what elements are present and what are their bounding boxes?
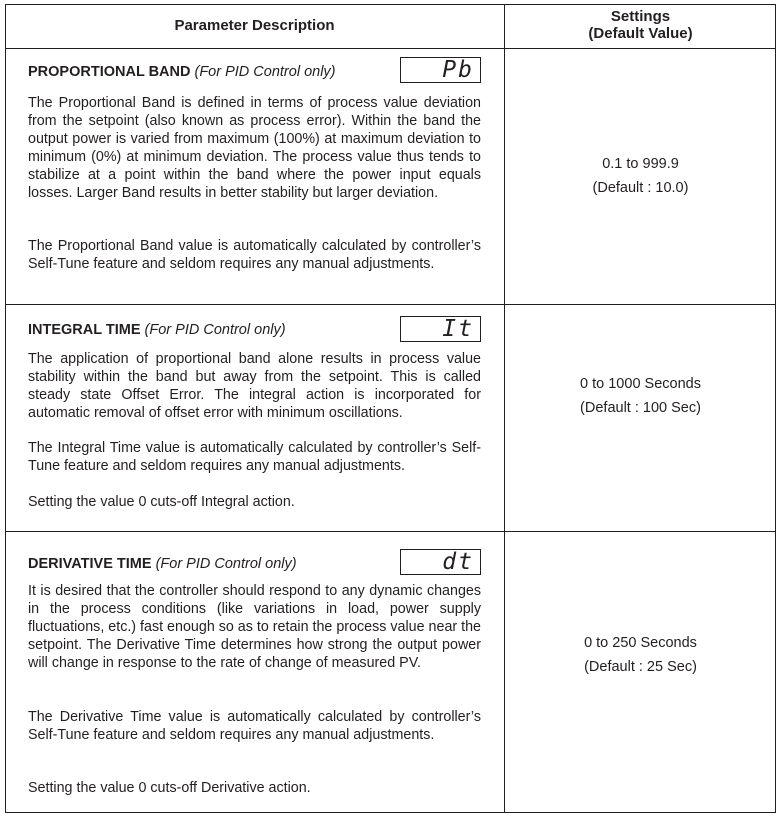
table-border-bottom <box>5 812 776 813</box>
description-paragraph: Setting the value 0 cuts-off Derivative action. <box>28 780 311 796</box>
setting-range: 0 to 250 Seconds <box>584 635 697 651</box>
parameter-title <box>28 556 297 572</box>
setting-range: 0 to 1000 Seconds <box>580 376 701 392</box>
display-code-box <box>400 316 481 342</box>
parameter-note: (For PID Control only) <box>155 556 297 572</box>
display-code: Pb <box>442 57 474 83</box>
description-paragraph: Setting the value 0 cuts-off Integral action. <box>28 494 295 510</box>
header-parameter-description: Parameter Description <box>174 17 335 34</box>
parameter-name: PROPORTIONAL BAND <box>28 64 191 80</box>
display-code-box <box>400 549 481 575</box>
parameter-title <box>28 64 336 80</box>
setting-value <box>505 152 776 200</box>
description-paragraph: The application of proportional band alone results in process value stability within the band but away from the setpoint. This is called steady state Offset Error. The integral action is incorporated for automatic removal of offset error with minimum oscillations. <box>28 351 481 421</box>
description-paragraph: The Integral Time value is automatically calculated by controller’s Self-Tune feature and seldom requires any manual adjustments. <box>28 440 481 474</box>
parameter-note: (For PID Control only) <box>144 322 286 338</box>
setting-value <box>505 372 776 420</box>
parameter-name: INTEGRAL TIME <box>28 322 141 338</box>
description-paragraph: The Derivative Time value is automatically calculated by controller’s Self-Tune feature and seldom requires any manual adjustments. <box>28 709 481 743</box>
header-divider <box>5 48 776 49</box>
table-border-left <box>5 4 6 812</box>
setting-default: (Default : 25 Sec) <box>584 659 697 675</box>
header-settings-line1: Settings <box>610 8 671 25</box>
header-settings <box>505 8 776 42</box>
row-divider <box>5 304 776 305</box>
row-divider <box>5 531 776 532</box>
description-paragraph: The Proportional Band is defined in terms of process value deviation from the setpoint (also known as process error). Within the band the output power is varied from maximum (100%) at maximum deviation to minimum (0%) at minimum deviation. The process value thus tends to stabilize at a point within the band where the power input equals losses. Larger Band results in better stability but larger deviation. <box>28 95 481 201</box>
setting-range: 0.1 to 999.9 <box>602 156 679 172</box>
table-border-top <box>5 4 776 5</box>
description-paragraph: The Proportional Band value is automatically calculated by controller’s Self-Tune feature and seldom requires any manual adjustments. <box>28 238 481 272</box>
setting-value <box>505 631 776 679</box>
display-code: dt <box>442 549 474 575</box>
setting-default: (Default : 10.0) <box>592 180 689 196</box>
display-code: It <box>442 316 474 342</box>
parameter-name: DERIVATIVE TIME <box>28 556 152 572</box>
parameter-title <box>28 322 286 338</box>
parameter-note: (For PID Control only) <box>194 64 336 80</box>
display-code-box <box>400 57 481 83</box>
description-paragraph: It is desired that the controller should respond to any dynamic changes in the process conditions (like variations in load, power supply fluctuations, etc.) fast enough so as to retain the process value near the setpoint. The Derivative Time determines how strong the output power will change in response to the rate of change of measured PV. <box>28 583 482 671</box>
setting-default: (Default : 100 Sec) <box>580 400 701 416</box>
header-settings-line2: (Default Value) <box>588 25 693 42</box>
